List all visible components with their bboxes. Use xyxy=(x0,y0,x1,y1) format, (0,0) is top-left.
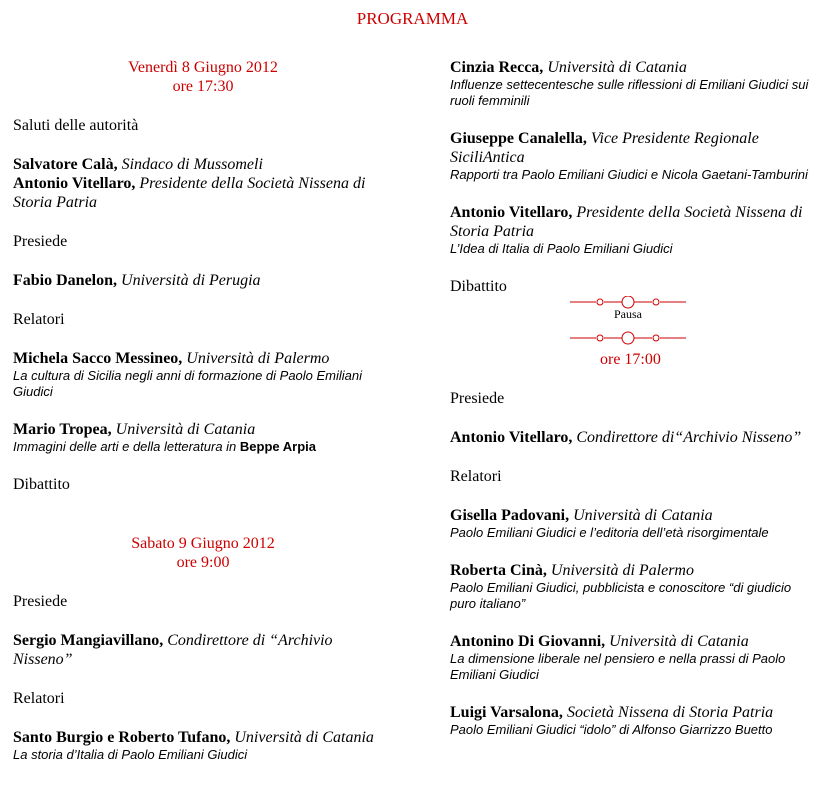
talk-title: La storia d’Italia di Paolo Emiliani Giudici xyxy=(13,747,248,762)
presiede-label: Presiede xyxy=(450,390,505,407)
speaker-mangiavillano xyxy=(13,631,393,669)
speaker-role: Presidente della Società Nissena di Storia Patria xyxy=(13,175,366,211)
speaker-role: Università di Catania xyxy=(234,729,374,746)
speaker-role: Condirettore di“Archivio Nisseno” xyxy=(576,429,802,446)
speaker-di-giovanni xyxy=(450,632,820,651)
speaker-name: Michela Sacco Messineo, xyxy=(13,350,183,367)
talk-title: Paolo Emiliani Giudici, pubblicista e conoscitore “di giudicio puro italiano” xyxy=(450,580,792,611)
talk-text: Immagini delle arti e della letteratura in xyxy=(13,439,237,454)
dibattito-label: Dibattito xyxy=(450,278,507,295)
speaker-role: Università di Palermo xyxy=(186,350,330,367)
speaker-role: Condirettore di “Archivio Nisseno” xyxy=(13,632,333,668)
speaker-role: Università di Catania xyxy=(609,633,749,650)
speaker-name: Cinzia Recca, xyxy=(450,59,544,76)
talk-title: Rapporti tra Paolo Emiliani Giudici e Nicola Gaetani-Tamburini xyxy=(450,167,808,182)
relatori-label: Relatori xyxy=(13,311,65,328)
day1-date: Venerdì 8 Giugno 2012 xyxy=(128,59,278,76)
speaker-canalella xyxy=(450,129,820,167)
speaker-name: Giuseppe Canalella, xyxy=(450,130,587,147)
presiede-label: Presiede xyxy=(13,233,68,250)
speaker-cala xyxy=(13,155,393,174)
speaker-role: Presidente della Società Nissena di Storia Patria xyxy=(450,204,803,240)
speaker-role: Sindaco di Mussomeli xyxy=(121,156,263,173)
speaker-cina xyxy=(450,561,820,580)
speaker-name: Luigi Varsalona, xyxy=(450,704,563,721)
speaker-name: Antonino Di Giovanni, xyxy=(450,633,606,650)
talk-title: Paolo Emiliani Giudici e l’editoria dell’età risorgimentale xyxy=(450,525,769,540)
speaker-name: Antonio Vitellaro, xyxy=(450,429,573,446)
speaker-recca xyxy=(450,58,820,77)
speaker-role: Università di Palermo xyxy=(550,562,694,579)
speaker-varsalona xyxy=(450,703,820,722)
speaker-name: Mario Tropea, xyxy=(13,421,112,438)
dibattito-label: Dibattito xyxy=(13,476,70,493)
speaker-tropea xyxy=(13,420,393,439)
speaker-name: Antonio Vitellaro, xyxy=(450,204,573,221)
day2-date: Sabato 9 Giugno 2012 xyxy=(131,535,275,552)
speaker-name: Sergio Mangiavillano, xyxy=(13,632,164,649)
speaker-padovani xyxy=(450,506,820,525)
talk-title: Paolo Emiliani Giudici “idolo” di Alfonso Giarrizzo Buetto xyxy=(450,722,773,737)
pause-ornament xyxy=(570,296,800,346)
speaker-role: Università di Catania xyxy=(573,507,713,524)
day1-time: ore 17:30 xyxy=(172,78,234,95)
presiede-label: Presiede xyxy=(13,593,68,610)
saluti-label: Saluti delle autorità xyxy=(13,117,139,134)
talk-title: La cultura di Sicilia negli anni di formazione di Paolo Emiliani Giudici xyxy=(13,368,363,399)
pause-label: Pausa xyxy=(614,307,642,321)
speaker-name: Salvatore Calà, xyxy=(13,156,118,173)
talk-title xyxy=(13,439,393,455)
speaker-role: Università di Perugia xyxy=(121,272,261,289)
speaker-name: Santo Burgio e Roberto Tufano, xyxy=(13,729,231,746)
speaker-sacco xyxy=(13,349,393,368)
talk-bold-text: Beppe Arpia xyxy=(239,439,316,454)
speaker-burgio-tufano xyxy=(13,728,393,747)
speaker-role: Società Nissena di Storia Patria xyxy=(566,704,774,721)
speaker-name: Fabio Danelon, xyxy=(13,272,118,289)
day2-time: ore 9:00 xyxy=(176,554,230,571)
speaker-vitellaro-2 xyxy=(450,203,820,241)
afternoon-time: ore 17:00 xyxy=(600,351,661,368)
speaker-vitellaro-1 xyxy=(13,174,393,212)
page-title: PROGRAMMA xyxy=(356,9,469,28)
speaker-name: Antonio Vitellaro, xyxy=(13,175,136,192)
talk-title: L’Idea di Italia di Paolo Emiliani Giudici xyxy=(450,241,673,256)
speaker-name: Roberta Cinà, xyxy=(450,562,547,579)
talk-title: Influenze settecentesche sulle riflessioni di Emiliani Giudici sui ruoli femminili xyxy=(450,77,809,108)
speaker-role: Università di Catania xyxy=(115,421,256,438)
speaker-name: Gisella Padovani, xyxy=(450,507,570,524)
relatori-label: Relatori xyxy=(450,468,502,485)
speaker-role: Vice Presidente Regionale SiciliAntica xyxy=(450,130,759,166)
left-column xyxy=(13,58,393,763)
relatori-label: Relatori xyxy=(13,690,65,707)
speaker-vitellaro-3 xyxy=(450,428,820,447)
speaker-role: Università di Catania xyxy=(547,59,687,76)
right-column xyxy=(450,58,820,738)
talk-title: La dimensione liberale nel pensiero e nella prassi di Paolo Emiliani Giudici xyxy=(450,651,786,682)
speaker-danelon xyxy=(13,271,393,290)
